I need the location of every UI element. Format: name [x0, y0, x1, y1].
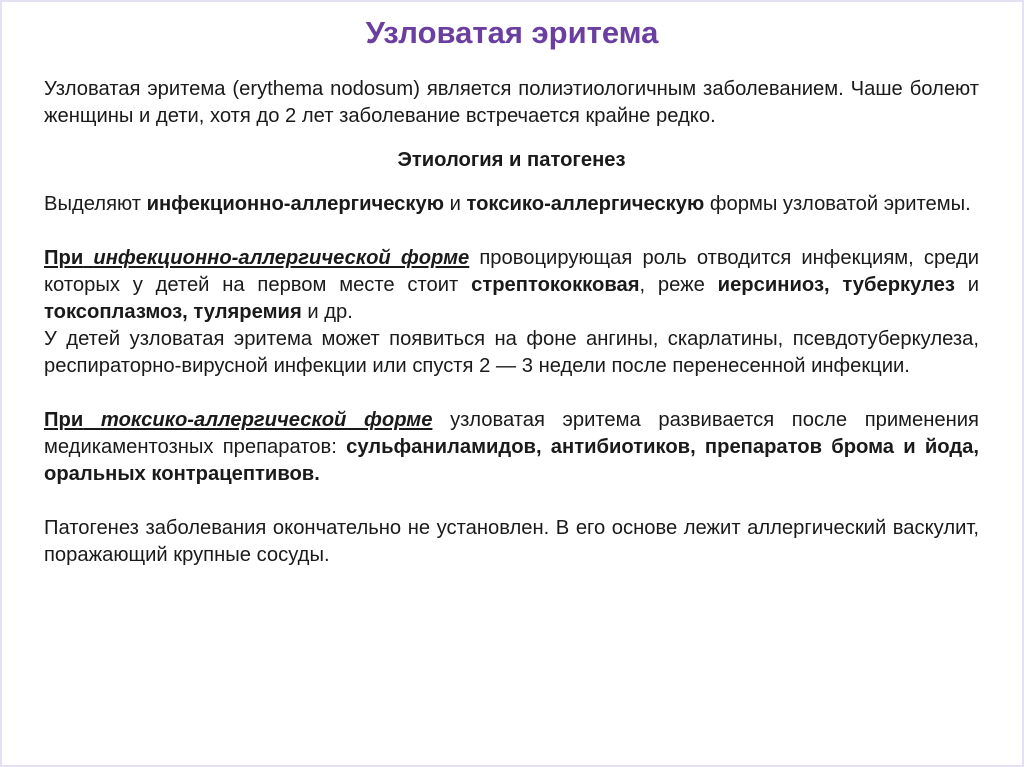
toxic-form-paragraph [44, 407, 979, 488]
infectious-form-paragraph [44, 245, 979, 326]
text-run: При [44, 409, 84, 431]
text-run: При [44, 247, 84, 269]
text-run: токсоплазмоз, туляремия [44, 301, 302, 323]
text-run: и [954, 274, 979, 296]
forms-paragraph [44, 191, 979, 218]
text-run: провоцирующая роль отводится инфекциям, среди которых у детей на первом месте стоит [44, 247, 980, 296]
text-run: узловатая эритема развивается после применения медикаментозных препаратов: [44, 409, 979, 458]
text-run: и [443, 193, 467, 215]
children-paragraph [44, 326, 979, 380]
slide-body [44, 76, 979, 569]
pathogenesis-paragraph [44, 515, 979, 569]
spacer [44, 218, 979, 245]
text-run: Выделяют [44, 193, 147, 215]
text-run: У детей узловатая эритема может появиться на фоне ангины, скарлатины, псевдотуберкулеза, респираторно-вирусной инфекции или спустя 2 — 3 недели после перенесенной инфекции. [44, 328, 979, 377]
text-run: формы узловатой эритемы. [704, 193, 971, 215]
spacer [44, 380, 979, 407]
text-run: иерсиниоз, туберкулез [717, 274, 955, 296]
text-run: стрептококковая [471, 274, 640, 296]
spacer [44, 174, 979, 191]
text-run: токсико-аллергическую [466, 193, 705, 215]
text-run: Узловатая эритема (erythema nodosum) является полиэтиологичным заболеванием. Чаше болеют женщины и дети, хотя до 2 лет заболевание встречается крайне редко. [44, 78, 979, 127]
text-run [83, 247, 93, 269]
text-run: инфекционно-аллергической форме [93, 247, 470, 269]
text-run [83, 409, 101, 431]
spacer [44, 130, 979, 147]
spacer [44, 488, 979, 515]
text-run: токсико-аллергической форме [100, 409, 433, 431]
text-run: и др. [301, 301, 353, 323]
section-heading: Этиология и патогенез [397, 149, 626, 171]
text-run: Патогенез заболевания окончательно не установлен. В его основе лежит аллергический васкулит, поражающий крупные сосуды. [44, 517, 979, 566]
text-run: сульфаниламидов, антибиотиков, препаратов брома и йода, оральных контрацептивов. [44, 436, 979, 485]
text-run: , реже [639, 274, 718, 296]
slide-title: Узловатая эритема [365, 15, 659, 50]
text-run: инфекционно-аллергическую [146, 193, 444, 215]
intro-paragraph [44, 76, 979, 130]
